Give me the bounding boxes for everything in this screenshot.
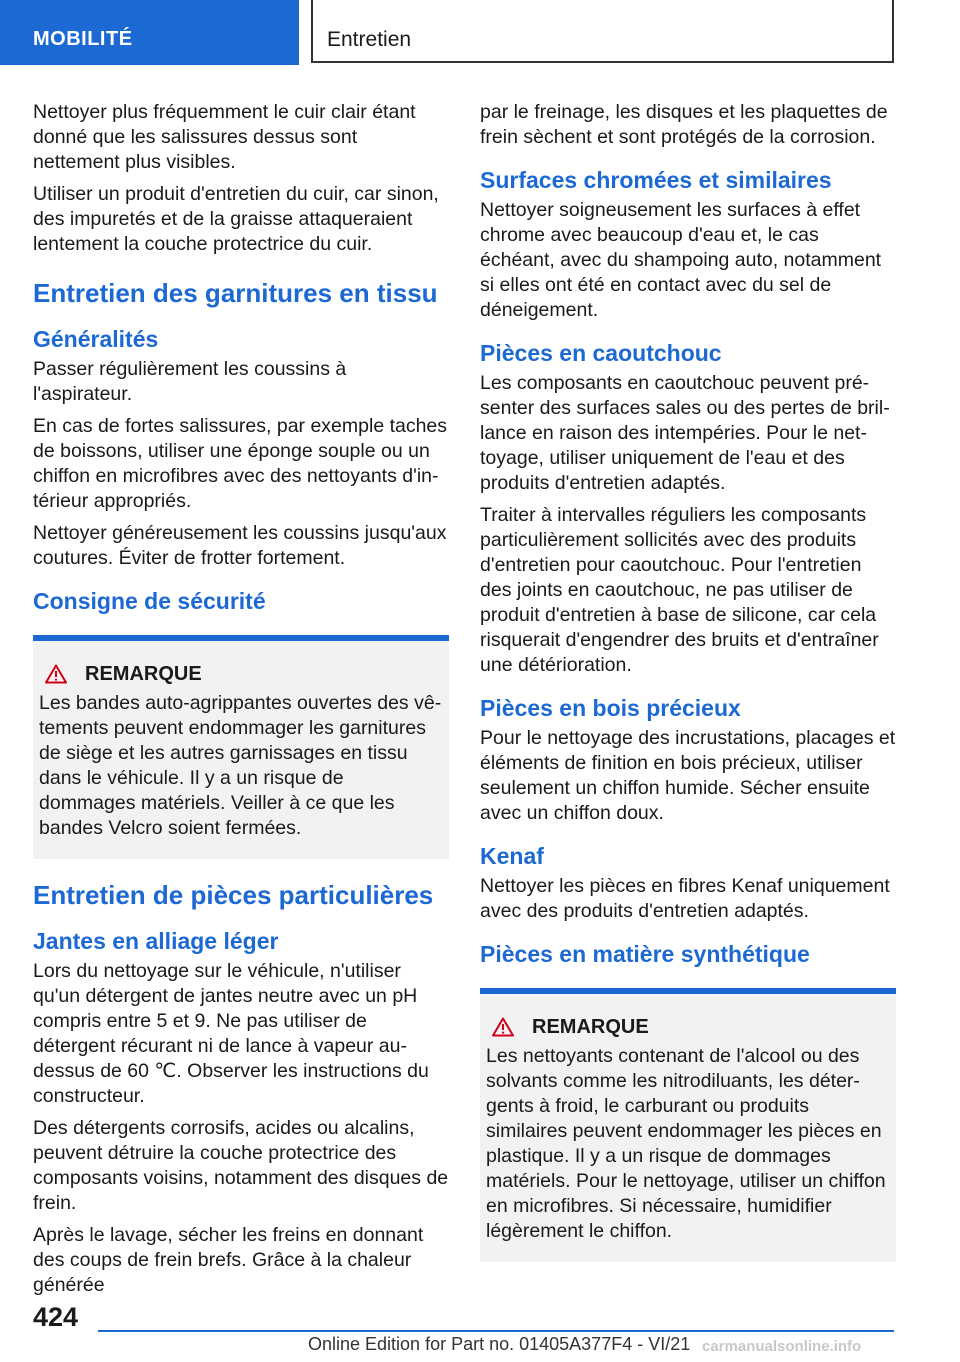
note-text: Les nettoyants contenant de l'alcool ou des solvants comme les nitrodiluants, les détergents à froid, le carburant ou produits similaires peuvent endommager les pièces en plastique. Il y a un risque de dommages matériels. Pour le nettoyage, utiliser un chiffon en microfibres. Si nécessaire, humidifier légèrement le chiffon.	[486, 1045, 886, 1242]
paragraph: par le freinage, les disques et les plaquettes de frein sèchent et sont protégés de la corrosion.	[480, 101, 888, 148]
header-section-label: MOBILITÉ	[33, 28, 133, 50]
header-chapter-box	[311, 0, 894, 63]
paragraph: Traiter à intervalles réguliers les composants particulièrement sollicités avec des produits d'entretien pour caoutchouc. Pour l'entretien des joints en caoutchouc, ne pas utiliser de produit d'entretien à base de silicone, car cela risquerait d'engendrer des bruits et d'entraîner une détérioration.	[480, 504, 879, 676]
paragraph: Nettoyer soigneusement les surfaces à effet chrome avec beaucoup d'eau et, le cas échéant, avec du shampoing auto, notamment si elles ont été en contact avec du sel de déneigement.	[480, 199, 882, 321]
header-section-tab	[0, 0, 299, 65]
heading-chrome: Surfaces chromées et similaires	[480, 167, 832, 193]
paragraph: Nettoyer généreusement les coussins jusqu'aux coutures. Éviter de frotter fortement.	[33, 522, 447, 569]
paragraph: En cas de fortes salissures, par exemple taches de boissons, utiliser une éponge souple ou un chiffon en microfibres avec des nettoyants d'intérieur appropriés.	[33, 415, 448, 512]
heading-special-parts: Entretien de pièces particulières	[33, 880, 434, 910]
warning-icon	[45, 664, 67, 684]
heading-kenaf: Kenaf	[480, 843, 544, 869]
heading-general: Généralités	[33, 326, 159, 352]
paragraph: Passer régulièrement les coussins à l'aspirateur.	[33, 358, 347, 405]
heading-rubber: Pièces en caoutchouc	[480, 340, 722, 366]
footer-edition: Online Edition for Part no. 01405A377F4 - VI/21	[308, 1334, 691, 1354]
paragraph: Lors du nettoyage sur le véhicule, n'utiliser qu'un détergent de jantes neutre avec un pH compris entre 5 et 9. Ne pas utiliser de détergent récurant ni de lance à vapeur au-dessus de 60 ℃. Observer les instructions du constructeur.	[33, 960, 429, 1107]
note-box	[480, 988, 896, 1262]
footer-divider	[98, 1330, 894, 1332]
note-title-label: REMARQUE	[532, 1016, 649, 1038]
note-title-label: REMARQUE	[85, 663, 202, 685]
paragraph: Les composants en caoutchouc peuvent présenter des surfaces sales ou des pertes de brillance en raison des intempéries. Pour le nettoyage, utiliser uniquement de l'eau et des produits d'entretien adaptés.	[480, 372, 890, 494]
header-chapter-label: Entretien	[327, 28, 412, 51]
note-box	[33, 635, 449, 859]
note-title	[486, 1014, 889, 1040]
right-column	[480, 100, 896, 1272]
heading-safety: Consigne de sécurité	[33, 588, 266, 614]
heading-plastic: Pièces en matière synthétique	[480, 941, 810, 967]
note-title	[39, 661, 442, 687]
paragraph: Pour le nettoyage des incrustations, placages et éléments de finition en bois précieux, utiliser seulement un chiffon humide. Sécher ensuite avec un chiffon doux.	[480, 727, 896, 824]
paragraph: Après le lavage, sécher les freins en donnant des coups de frein brefs. Grâce à la chaleur générée	[33, 1224, 424, 1296]
page-number: 424	[33, 1302, 79, 1332]
watermark: carmanualsonline.info	[702, 1338, 862, 1355]
note-text: Les bandes auto-agrippantes ouvertes des vêtements peuvent endommager les garnitures de siège et les autres garnissages en tissu dans le véhicule. Il y a un risque de dommages matériels. Veiller à ce que les bandes Velcro soient fermées.	[39, 692, 442, 839]
heading-alloy-wheels: Jantes en alliage léger	[33, 928, 279, 954]
paragraph: Utiliser un produit d'entretien du cuir, car sinon, des impuretés et de la graisse attaqueraient lentement la couche protectrice du cuir.	[33, 183, 439, 255]
heading-fabric-care: Entretien des garnitures en tissu	[33, 278, 438, 308]
paragraph: Nettoyer plus fréquemment le cuir clair étant donné que les salissures dessus sont nettement plus visibles.	[33, 101, 416, 173]
paragraph: Nettoyer les pièces en fibres Kenaf uniquement avec des produits d'entretien adaptés.	[480, 875, 890, 922]
paragraph: Des détergents corrosifs, acides ou alcalins, peuvent détruire la couche protectrice des composants voisins, notamment des disques de frein.	[33, 1117, 449, 1214]
left-column	[33, 100, 449, 1305]
heading-wood: Pièces en bois précieux	[480, 695, 741, 721]
warning-icon	[492, 1017, 514, 1037]
